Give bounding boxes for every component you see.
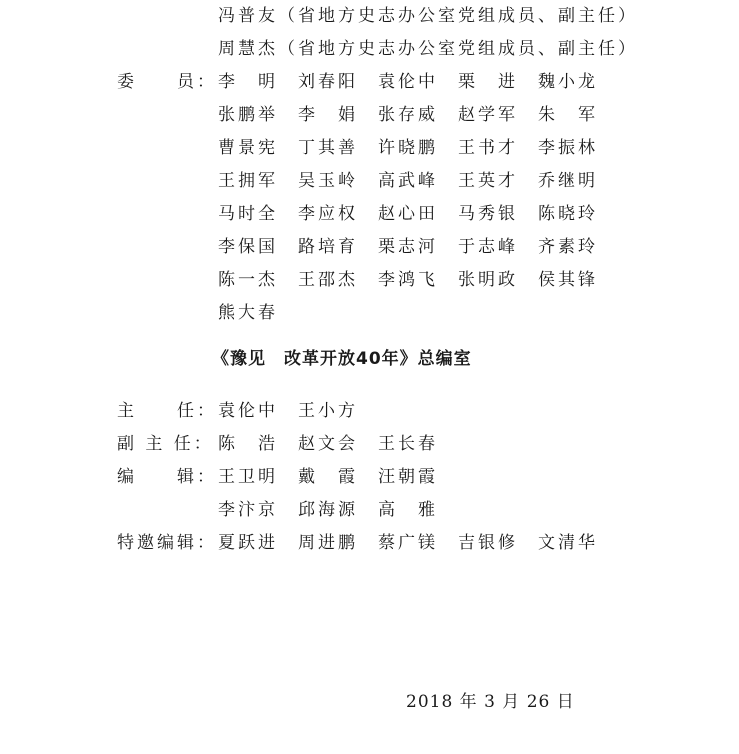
editors-names-row-2: 李汴京 邱海源 高 雅: [218, 500, 438, 520]
members-label: 委 员：: [117, 72, 217, 92]
member-row: 王拥军 吴玉岭 高武峰 王英才 乔继明: [218, 171, 598, 191]
deputy-director-line-2: 周慧杰（省地方史志办公室党组成员、副主任）: [218, 39, 638, 59]
member-row: 曹景宪 丁其善 许晓鹏 王书才 李振林: [218, 138, 598, 158]
deputy-director-names: 陈 浩 赵文会 王长春: [218, 434, 438, 454]
deputy-director-line-1: 冯普友（省地方史志办公室党组成员、副主任）: [218, 6, 638, 26]
guest-editors-label: 特邀编辑：: [117, 533, 217, 553]
guest-editors-names: 夏跃进 周进鹏 蔡广镁 吉银修 文清华: [218, 533, 598, 553]
editors-names-row-1: 王卫明 戴 霞 汪朝霞: [218, 467, 438, 487]
member-row: 陈一杰 王邵杰 李鸿飞 张明政 侯其锋: [218, 270, 598, 290]
director-names: 袁伦中 王小方: [218, 401, 358, 421]
document-date: 2018 年 3 月 26 日: [406, 692, 575, 712]
editors-label: 编 辑：: [117, 467, 217, 487]
director-label: 主 任：: [117, 401, 217, 421]
member-row: 张鹏举 李 娟 张存威 赵学军 朱 军: [218, 105, 598, 125]
editorial-office-heading: 《豫见 改革开放40年》总编室: [212, 349, 472, 369]
deputy-director-label: 副 主 任：: [117, 434, 214, 454]
member-row: 李保国 路培育 栗志河 于志峰 齐素玲: [218, 237, 598, 257]
member-row: 李 明 刘春阳 袁伦中 栗 进 魏小龙: [218, 72, 598, 92]
member-row: 马时全 李应权 赵心田 马秀银 陈晓玲: [218, 204, 598, 224]
member-row: 熊大春: [218, 303, 278, 323]
